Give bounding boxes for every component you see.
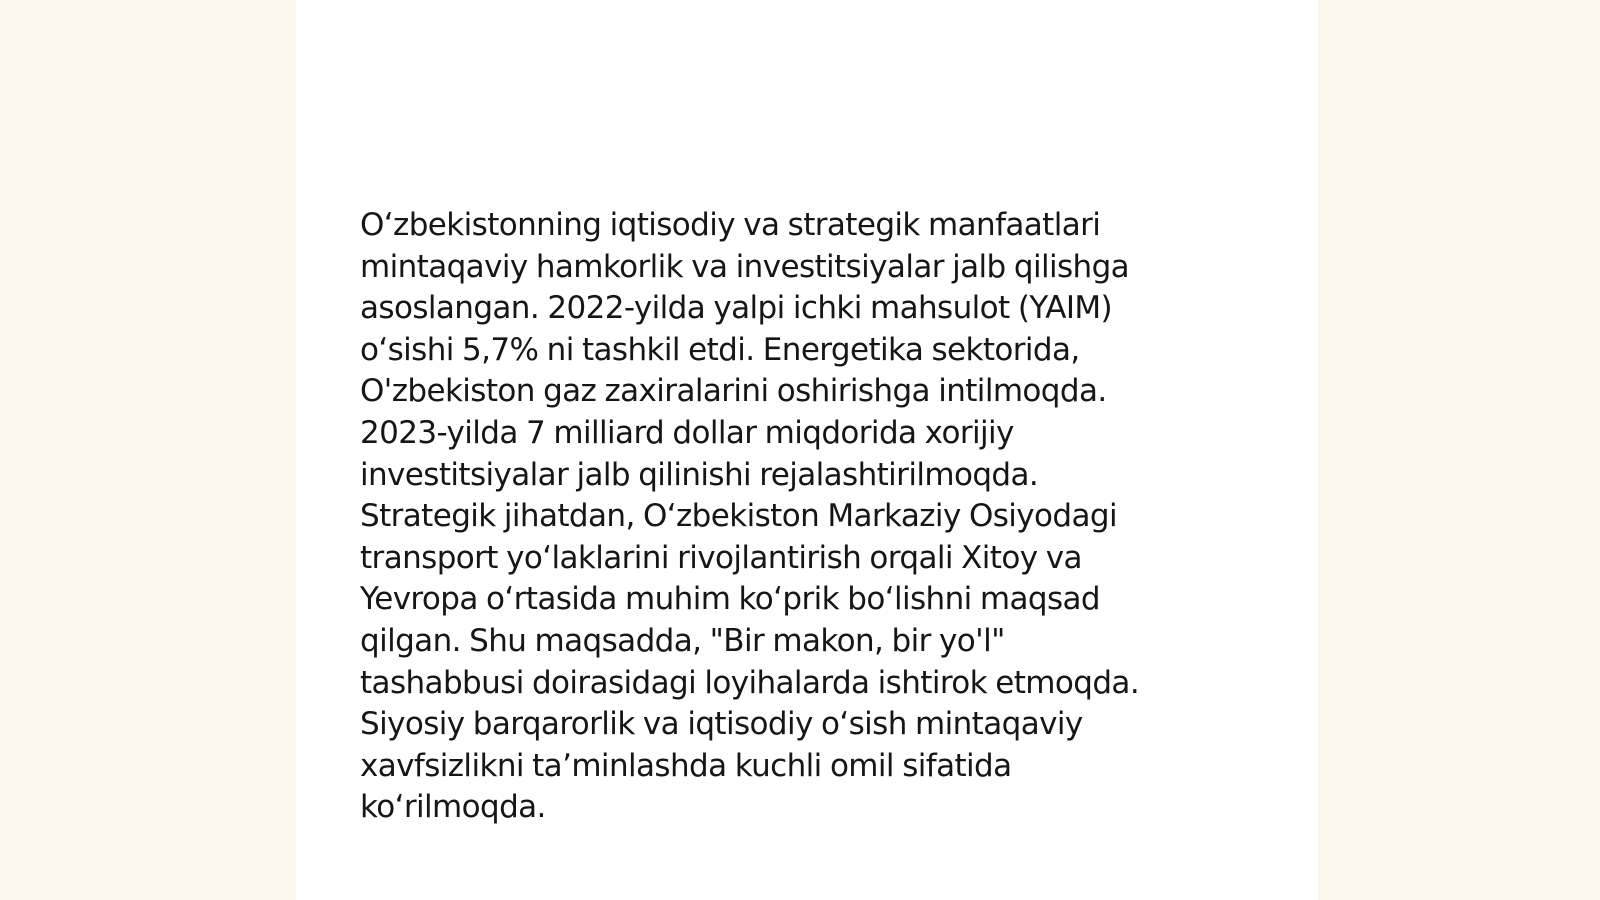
text-line: oʻsishi 5,7% ni tashkil etdi. Energetika sektorida, <box>360 331 1080 368</box>
text-line: asoslangan. 2022-yilda yalpi ichki mahsulot (YAIM) <box>360 290 1113 327</box>
document-page <box>296 0 1318 900</box>
text-line: Strategik jihatdan, Oʻzbekiston Markaziy Osiyodagi <box>360 498 1117 535</box>
text-line: investitsiyalar jalb qilinishi rejalashtirilmoqda. <box>360 456 1039 493</box>
text-line: xavfsizlikni taʼminlashda kuchli omil sifatida <box>360 747 1012 784</box>
text-line: qilgan. Shu maqsadda, "Bir makon, bir yo'l" <box>360 622 1005 659</box>
text-line: Oʻzbekistonning iqtisodiy va strategik manfaatlari <box>360 207 1101 243</box>
text-line: 2023-yilda 7 milliard dollar miqdorida xorijiy <box>360 414 1014 451</box>
article-paragraph <box>360 205 1290 829</box>
text-line: Siyosiy barqarorlik va iqtisodiy oʻsish mintaqaviy <box>360 706 1083 743</box>
text-line: tashabbusi doirasidagi loyihalarda ishtirok etmoqda. <box>360 664 1140 701</box>
text-line: transport yoʻlaklarini rivojlantirish orqali Xitoy va <box>360 539 1082 576</box>
text-line: koʻrilmoqda. <box>360 789 546 826</box>
text-line: O'zbekiston gaz zaxiralarini oshirishga intilmoqda. <box>360 373 1107 410</box>
text-line: Yevropa oʻrtasida muhim koʻprik boʻlishni maqsad <box>360 581 1101 618</box>
text-line: mintaqaviy hamkorlik va investitsiyalar jalb qilishga <box>360 248 1130 285</box>
